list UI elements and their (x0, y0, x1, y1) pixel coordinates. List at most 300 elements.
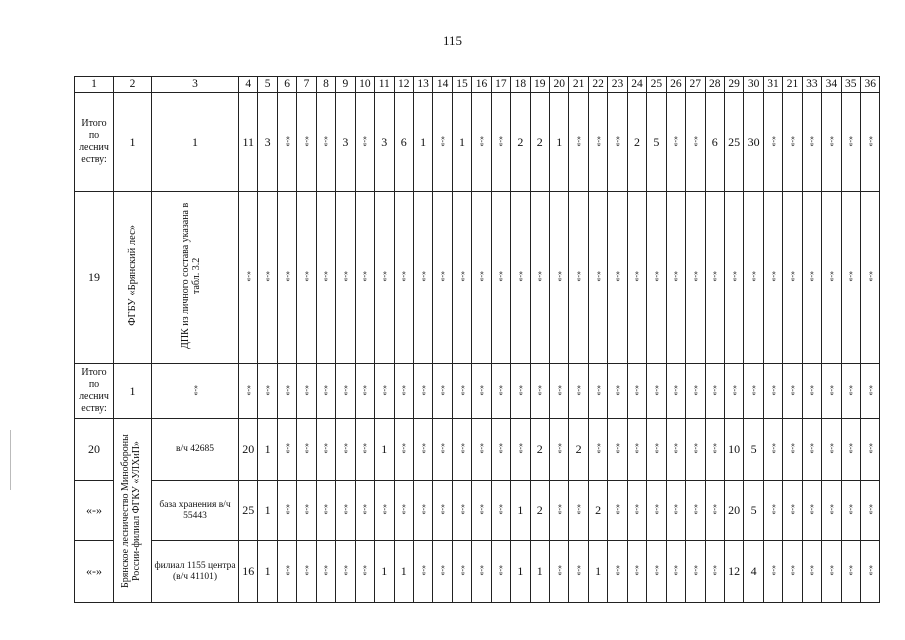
number-value: 1 (459, 134, 466, 149)
org-group-name: Брянское лесничество Минобороны России-филиал ФГКУ «УЛХиП» (119, 433, 142, 588)
dash-value: «-» (768, 384, 778, 396)
dash-value: «-» (340, 443, 350, 454)
value-cell (316, 481, 335, 541)
value-cell (841, 364, 860, 419)
table-row (75, 541, 880, 603)
unit-cell (152, 419, 239, 481)
dash-value: «-» (710, 271, 720, 282)
value-cell (686, 481, 705, 541)
dash-value: «-» (535, 384, 545, 396)
dash-value: «-» (671, 384, 681, 396)
row-label: 20 (88, 442, 100, 456)
value-cell (413, 419, 432, 481)
number-value: 6 (400, 134, 407, 149)
header-cell: 27 (686, 77, 705, 93)
dash-value: «-» (613, 504, 623, 515)
value-cell (608, 364, 627, 419)
value-cell (511, 541, 530, 603)
value-cell (375, 93, 394, 192)
value-cell (763, 364, 782, 419)
header-cell: 33 (802, 77, 821, 93)
value-cell (316, 93, 335, 192)
value-cell (511, 364, 530, 419)
value-cell (686, 364, 705, 419)
dash-value: «-» (399, 443, 409, 454)
row-label-cell (75, 192, 114, 364)
table-row (75, 481, 880, 541)
dash-value: «-» (515, 384, 525, 396)
dash-value: «-» (418, 384, 428, 396)
value-cell (802, 419, 821, 481)
number-value: 5 (653, 134, 660, 149)
dash-value: «-» (457, 565, 467, 576)
value-cell (724, 541, 743, 603)
table-row (75, 419, 880, 481)
dash-value: «-» (438, 384, 448, 396)
dash-value: «-» (865, 384, 875, 396)
unit-cell (152, 93, 239, 192)
dash-value: «-» (574, 384, 584, 396)
dash-value: «-» (632, 384, 642, 396)
value-cell (744, 541, 763, 603)
value-cell (239, 364, 258, 419)
dash-value: «-» (729, 384, 739, 396)
value-cell (433, 541, 452, 603)
value-cell (666, 192, 685, 364)
dash-value: «-» (768, 504, 778, 515)
dash-value: «-» (671, 565, 681, 576)
value-cell (822, 364, 841, 419)
value-cell (763, 93, 782, 192)
header-cell: 21 (783, 77, 802, 93)
value-cell (744, 419, 763, 481)
value-cell (452, 192, 471, 364)
number-value: 1 (420, 134, 427, 149)
dash-value: «-» (865, 135, 875, 147)
dash-value: «-» (399, 384, 409, 396)
dash-value: «-» (379, 271, 389, 282)
dash-value: «-» (710, 504, 720, 515)
value-cell (744, 364, 763, 419)
org-cell (114, 364, 152, 419)
dash-value: «-» (554, 443, 564, 454)
header-cell: 16 (472, 77, 491, 93)
header-cell: 31 (763, 77, 782, 93)
dash-value: «-» (321, 443, 331, 454)
value-cell (297, 192, 316, 364)
dash-value: «-» (282, 565, 292, 576)
dash-value: «-» (632, 565, 642, 576)
value-cell (258, 419, 277, 481)
row-label-cell (75, 93, 114, 192)
number-value: 12 (728, 564, 741, 578)
value-cell (355, 364, 374, 419)
value-cell (686, 192, 705, 364)
value-cell (783, 541, 802, 603)
table-row (75, 364, 880, 419)
value-cell (491, 481, 510, 541)
header-cell: 5 (258, 77, 277, 93)
value-cell (550, 541, 569, 603)
dash-value: «-» (671, 271, 681, 282)
row-label-cell (75, 541, 114, 603)
dash-value: «-» (321, 384, 331, 396)
dash-value: «-» (360, 384, 370, 396)
row-label-cell (75, 419, 114, 481)
dash-value: «-» (438, 135, 448, 147)
value-cell (861, 419, 880, 481)
value-cell (375, 481, 394, 541)
value-cell (511, 93, 530, 192)
value-cell (627, 541, 646, 603)
dash-value: «-» (671, 443, 681, 454)
row-label: Итого по леснич еству: (79, 118, 109, 165)
dash-value: «-» (321, 271, 331, 282)
value-cell (316, 541, 335, 603)
value-cell (394, 192, 413, 364)
value-cell (452, 364, 471, 419)
value-cell (627, 419, 646, 481)
value-cell (802, 364, 821, 419)
dash-value: «-» (340, 565, 350, 576)
dash-value: «-» (593, 443, 603, 454)
dash-value: «-» (321, 504, 331, 515)
value-cell (239, 481, 258, 541)
dash-value: «-» (632, 271, 642, 282)
header-cell: 13 (413, 77, 432, 93)
value-cell (491, 364, 510, 419)
dash-value: «-» (749, 384, 759, 396)
dash-value: «-» (768, 135, 778, 147)
value-cell (491, 93, 510, 192)
dash-value: «-» (457, 271, 467, 282)
value-cell (258, 192, 277, 364)
dash-value: «-» (651, 443, 661, 454)
value-cell (375, 541, 394, 603)
header-cell: 8 (316, 77, 335, 93)
value-cell (608, 93, 627, 192)
value-cell (841, 192, 860, 364)
dash-value: «-» (807, 135, 817, 147)
dash-value: «-» (690, 135, 700, 147)
dash-value: «-» (807, 504, 817, 515)
number-value: 2 (536, 442, 543, 456)
header-cell: 26 (666, 77, 685, 93)
value-cell (822, 481, 841, 541)
value-cell (511, 481, 530, 541)
number-value: 25 (242, 503, 255, 517)
value-cell (705, 419, 724, 481)
dash-value: «-» (613, 443, 623, 454)
dash-value: «-» (360, 271, 370, 282)
dash-value: «-» (282, 504, 292, 515)
number-value: 1 (517, 503, 524, 517)
header-cell: 6 (277, 77, 296, 93)
value-cell (413, 541, 432, 603)
dash-value: «-» (574, 565, 584, 576)
number-value: 2 (536, 134, 543, 149)
value-cell (763, 481, 782, 541)
value-cell (608, 419, 627, 481)
number-value: 3 (342, 134, 349, 149)
header-cell: 7 (297, 77, 316, 93)
value-cell (511, 419, 530, 481)
value-cell (433, 419, 452, 481)
value-cell (433, 364, 452, 419)
number-value: 1 (381, 564, 388, 578)
dash-value: «-» (807, 384, 817, 396)
dash-value: «-» (302, 504, 312, 515)
unit-cell (152, 364, 239, 419)
dash-value: «-» (671, 504, 681, 515)
dash-value: «-» (690, 504, 700, 515)
unit-cell (152, 192, 239, 364)
value-cell (491, 419, 510, 481)
value-cell (822, 541, 841, 603)
header-cell: 28 (705, 77, 724, 93)
dash-value: «-» (710, 384, 720, 396)
header-row (75, 77, 880, 93)
dash-value: «-» (496, 443, 506, 454)
value-cell (297, 419, 316, 481)
value-cell (355, 541, 374, 603)
value-cell (861, 364, 880, 419)
dash-value: «-» (496, 384, 506, 396)
dash-value: «-» (302, 565, 312, 576)
value-cell (258, 481, 277, 541)
value-cell (802, 192, 821, 364)
value-cell (297, 541, 316, 603)
value-cell (666, 364, 685, 419)
value-cell (375, 419, 394, 481)
dash-value: «-» (826, 271, 836, 282)
dash-value: «-» (360, 135, 370, 147)
value-cell (355, 93, 374, 192)
unit-name: в/ч 42685 (175, 444, 215, 454)
header-cell: 1 (75, 77, 114, 93)
dash-value: «-» (826, 443, 836, 454)
value-cell (472, 419, 491, 481)
dash-value: «-» (768, 443, 778, 454)
header-cell: 14 (433, 77, 452, 93)
value-cell (763, 419, 782, 481)
dash-value: «-» (787, 443, 797, 454)
value-cell (297, 93, 316, 192)
dash-value: «-» (632, 504, 642, 515)
value-cell (569, 192, 588, 364)
value-cell (258, 93, 277, 192)
dash-value: «-» (826, 384, 836, 396)
value-cell (550, 481, 569, 541)
dash-value: «-» (263, 271, 273, 282)
value-cell (491, 541, 510, 603)
dash-value: «-» (282, 271, 292, 282)
row-label: Итого по леснич еству: (79, 367, 109, 414)
dash-value: «-» (710, 443, 720, 454)
header-cell: 34 (822, 77, 841, 93)
number-value: 2 (536, 503, 543, 517)
value-cell (277, 481, 296, 541)
value-cell (802, 93, 821, 192)
dash-value: «-» (826, 135, 836, 147)
dash-value: «-» (787, 565, 797, 576)
value-cell (452, 541, 471, 603)
org-group-wrap (114, 419, 151, 602)
number-value: 25 (728, 134, 741, 149)
value-cell (705, 93, 724, 192)
value-cell (647, 419, 666, 481)
value-cell (491, 192, 510, 364)
value-cell (336, 93, 355, 192)
dash-value: «-» (651, 271, 661, 282)
dash-value: «-» (671, 135, 681, 147)
value-cell (608, 481, 627, 541)
dash-value: «-» (846, 504, 856, 515)
dash-value: «-» (846, 443, 856, 454)
dash-value: «-» (496, 271, 506, 282)
dash-value: «-» (787, 135, 797, 147)
header-cell: 17 (491, 77, 510, 93)
number-value: 11 (242, 134, 254, 149)
value-cell (472, 541, 491, 603)
value-cell (375, 364, 394, 419)
value-cell (763, 541, 782, 603)
dash-value: «-» (379, 384, 389, 396)
dash-value: «-» (710, 565, 720, 576)
org-group-cell (114, 419, 152, 603)
number-value: 16 (242, 564, 255, 578)
number-value: 20 (242, 442, 255, 456)
header-cell: 4 (239, 77, 258, 93)
org-cell (114, 93, 152, 192)
dash-value: «-» (321, 135, 331, 147)
dash-value: «-» (302, 135, 312, 147)
value-cell (472, 93, 491, 192)
dash-value: «-» (787, 271, 797, 282)
value-cell (550, 93, 569, 192)
number-value: 3 (381, 134, 388, 149)
number-value: 5 (750, 442, 757, 456)
value-cell (258, 541, 277, 603)
number-value: 2 (595, 503, 602, 517)
dash-value: «-» (340, 271, 350, 282)
dash-value: «-» (399, 271, 409, 282)
dash-value: «-» (865, 271, 875, 282)
value-cell (705, 364, 724, 419)
dash-value: «-» (476, 135, 486, 147)
value-cell (822, 419, 841, 481)
value-cell (316, 192, 335, 364)
dash-value: «-» (457, 504, 467, 515)
dash-value: «-» (593, 384, 603, 396)
dash-value: «-» (496, 504, 506, 515)
value-cell (627, 192, 646, 364)
org-name: 1 (129, 383, 136, 398)
dash-value: «-» (515, 443, 525, 454)
unit-cell (152, 541, 239, 603)
dash-value: «-» (574, 135, 584, 147)
header-cell: 9 (336, 77, 355, 93)
value-cell (569, 481, 588, 541)
dash-value: «-» (438, 271, 448, 282)
header-cell: 3 (152, 77, 239, 93)
dash-value: «-» (613, 135, 623, 147)
header-cell: 35 (841, 77, 860, 93)
dash-value: «-» (302, 271, 312, 282)
value-cell (608, 541, 627, 603)
value-cell (647, 93, 666, 192)
dash-value: «-» (846, 565, 856, 576)
number-value: 1 (517, 564, 524, 578)
dash-value: «-» (554, 565, 564, 576)
value-cell (627, 481, 646, 541)
value-cell (841, 481, 860, 541)
dash-value: «-» (613, 565, 623, 576)
value-cell (336, 481, 355, 541)
value-cell (588, 481, 607, 541)
dash-value: «-» (613, 384, 623, 396)
dash-value: «-» (554, 504, 564, 515)
dash-value: «-» (768, 271, 778, 282)
dash-value: «-» (302, 384, 312, 396)
org-name: ФГБУ «Брянский лес» (126, 225, 138, 326)
header-cell: 19 (530, 77, 549, 93)
value-cell (724, 364, 743, 419)
dash-value: «-» (632, 443, 642, 454)
number-value: 6 (711, 134, 718, 149)
value-cell (744, 192, 763, 364)
number-value: 1 (400, 564, 407, 578)
dash-value: «-» (651, 565, 661, 576)
value-cell (783, 481, 802, 541)
value-cell (433, 93, 452, 192)
value-cell (588, 364, 607, 419)
value-cell (413, 93, 432, 192)
value-cell (550, 364, 569, 419)
value-cell (861, 541, 880, 603)
page-number: 115 (442, 33, 463, 48)
value-cell (569, 93, 588, 192)
dash-value: «-» (340, 504, 350, 515)
dash-value: «-» (243, 271, 253, 282)
value-cell (472, 364, 491, 419)
dash-value: «-» (457, 443, 467, 454)
dash-value: «-» (554, 384, 564, 396)
dash-value: «-» (574, 504, 584, 515)
unit-cell (152, 481, 239, 541)
value-cell (297, 481, 316, 541)
value-cell (277, 541, 296, 603)
dash-value: «-» (593, 135, 603, 147)
value-cell (316, 364, 335, 419)
value-cell (530, 93, 549, 192)
value-cell (239, 192, 258, 364)
header-cell: 10 (355, 77, 374, 93)
dash-value: «-» (865, 504, 875, 515)
value-cell (627, 93, 646, 192)
row-label-cell (75, 364, 114, 419)
number-value: 20 (728, 503, 741, 517)
value-cell (336, 419, 355, 481)
dash-value: «-» (613, 271, 623, 282)
value-cell (588, 192, 607, 364)
dash-value: «-» (496, 565, 506, 576)
row-label: «-» (86, 503, 102, 517)
dash-value: «-» (282, 135, 292, 147)
value-cell (666, 481, 685, 541)
row-label-cell (75, 481, 114, 541)
number-value: 2 (575, 442, 582, 456)
